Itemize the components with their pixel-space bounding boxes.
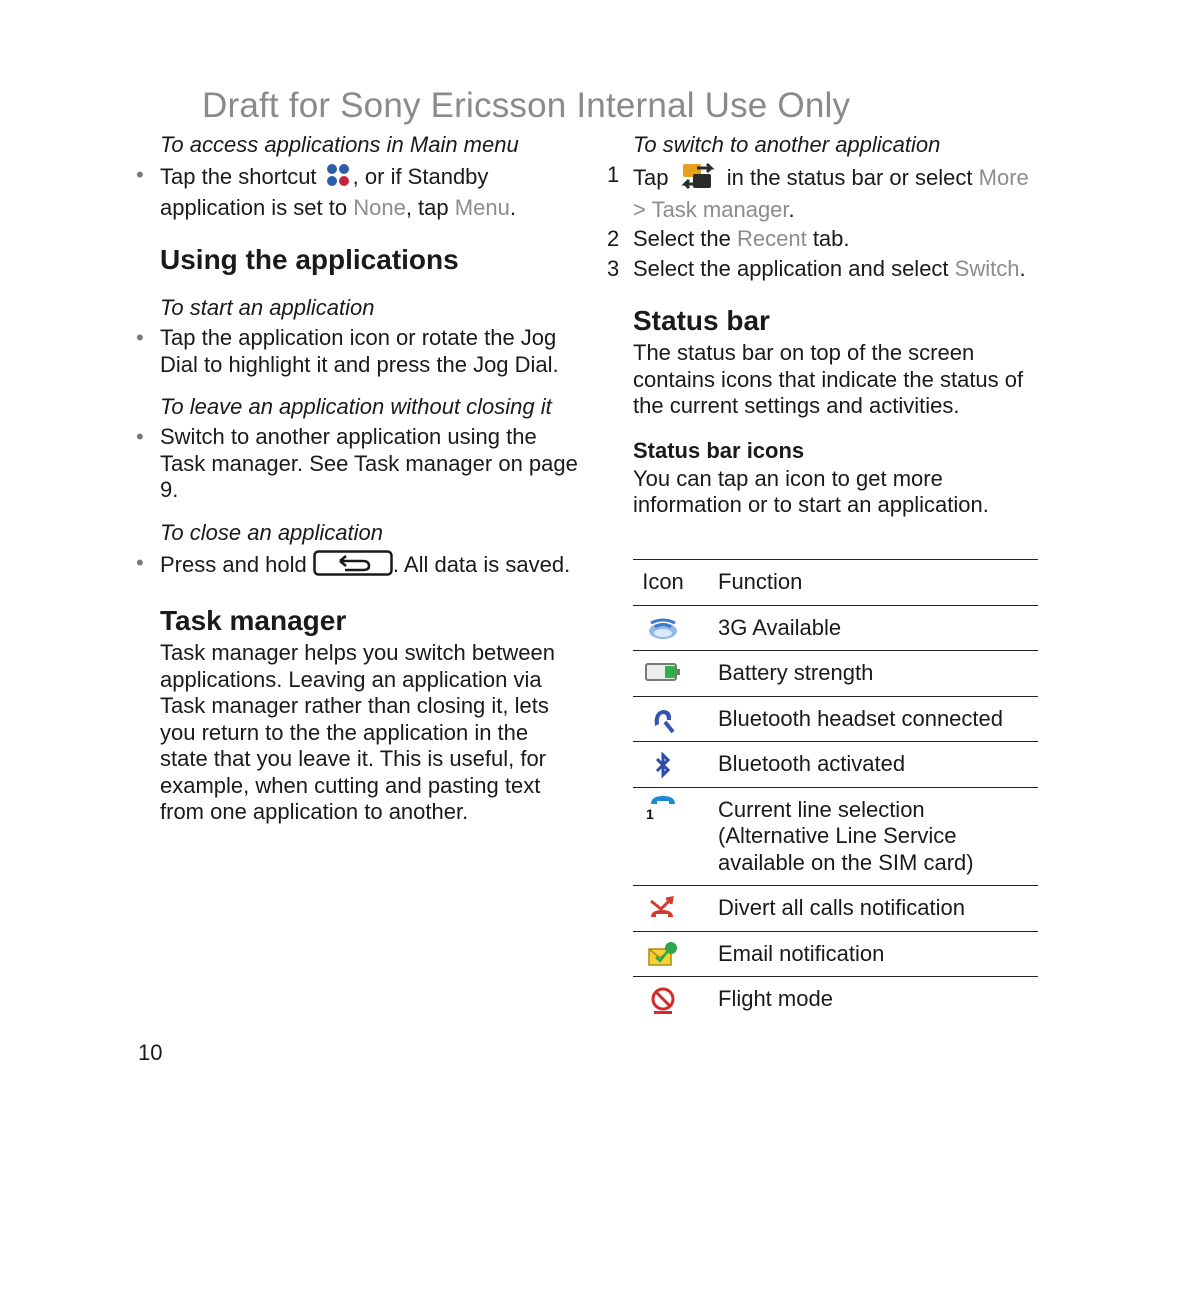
- step-3: [607, 255, 1043, 283]
- 3g-icon: [633, 606, 693, 651]
- table-row: [633, 932, 1038, 978]
- step-3-text-a: Select the application and select: [633, 255, 949, 281]
- access-text-a: Tap the shortcut: [160, 164, 317, 190]
- access-bullet: [160, 162, 580, 221]
- watermark: Draft for Sony Ericsson Internal Use Only: [202, 86, 851, 125]
- function-text: Bluetooth activated: [718, 751, 906, 776]
- access-text-d: .: [509, 194, 516, 220]
- function-text: Bluetooth headset connected: [718, 705, 1004, 731]
- step-1: [607, 162, 1043, 223]
- task-heading: Task manager: [160, 605, 347, 636]
- step-2-text-b: tab.: [812, 226, 850, 251]
- task-manager-icon: [681, 162, 715, 197]
- header-function: Function: [718, 569, 803, 594]
- access-title: To access applications in Main menu: [160, 132, 519, 157]
- svg-text:1: 1: [646, 805, 654, 820]
- back-key-icon: [313, 550, 393, 583]
- status-paragraph: The status bar on top of the screen contains icons that indicate the status of the current settings and activities.: [633, 340, 1024, 418]
- shortcut-icon: [323, 162, 353, 195]
- close-bullet: [160, 550, 580, 583]
- using-heading: Using the applications: [160, 244, 459, 275]
- step-3-switch: Switch: [954, 255, 1020, 281]
- switch-title: To switch to another application: [633, 132, 941, 157]
- step-1-more: More > Task manager: [633, 165, 1029, 222]
- start-title: To start an application: [160, 295, 375, 320]
- leave-bullet: • Switch to another application using the Task manager. See Task manager on page 9.: [160, 424, 580, 504]
- icons-paragraph: You can tap an icon to get more information or to start an application.: [633, 465, 989, 517]
- email-icon: [633, 932, 693, 977]
- table-row: [633, 697, 1038, 743]
- step-1-text-a: Tap: [633, 165, 669, 191]
- table-row: [633, 651, 1038, 697]
- table-row: [633, 977, 1038, 1022]
- table-row: [633, 788, 1038, 887]
- step-2-recent: Recent: [736, 226, 807, 251]
- table-row: [633, 886, 1038, 932]
- function-text: Flight mode: [718, 986, 833, 1011]
- table-row: [633, 606, 1038, 652]
- access-menu: Menu: [454, 194, 510, 220]
- access-none: None: [353, 194, 406, 220]
- close-text-a: Press and hold: [160, 551, 307, 577]
- table-row: [633, 742, 1038, 788]
- header-icon: Icon: [642, 569, 684, 594]
- left-column: [160, 132, 580, 826]
- close-title: To close an application: [160, 519, 384, 545]
- function-text: Email notification: [718, 940, 885, 966]
- step-1-number: 1: [607, 162, 620, 187]
- step-2: [607, 226, 1043, 253]
- bluetooth-icon: [633, 742, 693, 787]
- status-heading: Status bar: [633, 305, 770, 336]
- step-2-text-a: Select the: [633, 226, 731, 251]
- start-bullet: • Tap the application icon or rotate the Jog Dial to highlight it and press the Jog Dial.: [160, 325, 580, 378]
- step-1-end: .: [788, 196, 795, 222]
- divert-calls-icon: [633, 886, 693, 931]
- page-number: 10: [138, 1040, 163, 1065]
- access-text-b: , or if Standby application is set to: [160, 164, 489, 220]
- function-text: 3G Available: [718, 614, 842, 640]
- function-text: Divert all calls notification: [718, 895, 965, 920]
- step-3-number: 3: [607, 255, 620, 281]
- step-3-end: .: [1019, 255, 1026, 281]
- flight-mode-icon: [633, 977, 693, 1022]
- right-column: [607, 132, 1043, 519]
- icons-heading: Status bar icons: [633, 437, 805, 463]
- access-text-c: , tap: [405, 194, 449, 220]
- step-2-number: 2: [607, 226, 620, 251]
- function-text: Current line selection (Alternative Line Service available on the SIM card): [718, 796, 974, 875]
- bluetooth-headset-icon: [633, 697, 693, 742]
- status-icons-table: [633, 559, 1038, 1022]
- leave-title: To leave an application without closing it: [160, 394, 552, 419]
- table-header: [633, 560, 1038, 606]
- task-paragraph: Task manager helps you switch between applications. Leaving an application via Task manager rather than closing it, lets you return to the the application in the state that you leave it. This is useful, for example, when cutting and pasting text from one application to another.: [160, 640, 555, 824]
- line-selection-icon: [633, 788, 693, 886]
- function-text: Battery strength: [718, 660, 874, 685]
- battery-icon: [633, 651, 693, 696]
- step-1-text-b: in the status bar or select: [726, 165, 973, 191]
- close-text-b: . All data is saved.: [392, 551, 571, 577]
